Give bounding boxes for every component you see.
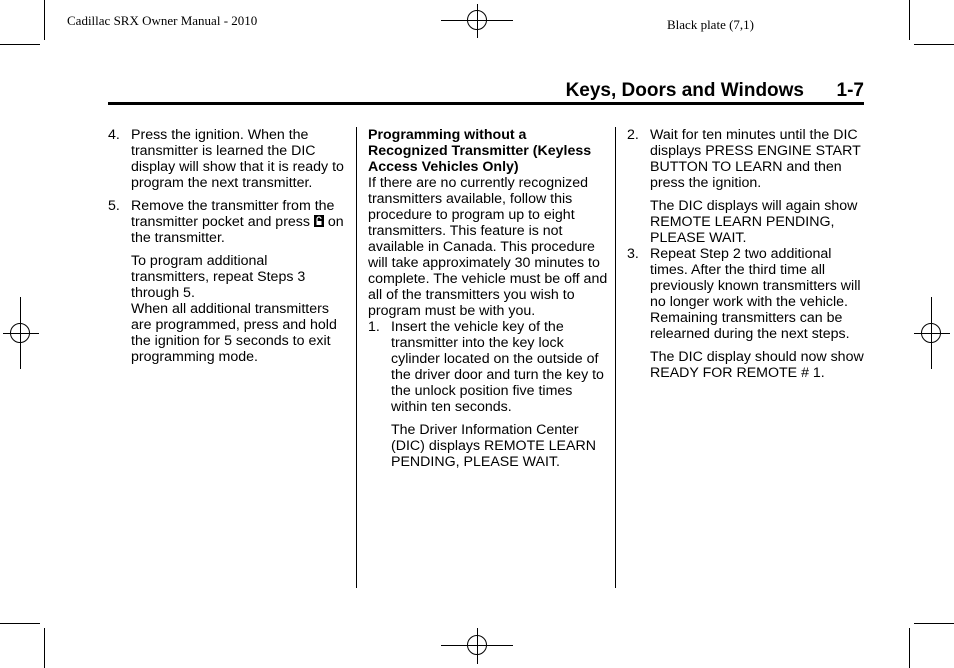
note-exit-programming: When all additional transmitters are programmed, press and hold the ignition for 5 seconds to exit programming mode.	[131, 301, 337, 365]
unlock-key-icon	[314, 215, 324, 227]
step-2	[627, 127, 867, 191]
step-4	[108, 127, 348, 191]
step-number: 4.	[108, 127, 120, 143]
column-2	[368, 127, 608, 470]
note-repeat-steps: To program additional transmitters, repeat Steps 3 through 5.	[131, 253, 306, 301]
step-text: Insert the vehicle key of the transmitter into the key lock cylinder located on the outside of the driver door and turn the key to the unlock position five times within ten seconds.	[391, 319, 604, 415]
column-1	[108, 127, 348, 365]
plate-label: Black plate (7,1)	[667, 17, 754, 32]
section-heading: Programming without a Recognized Transmitter (Keyless Access Vehicles Only)	[368, 127, 592, 175]
step-text: Repeat Step 2 two additional times. After the third time all previously known transmitters will no longer work with the vehicle. Remaining transmitters can be relearned during the next steps.	[650, 246, 861, 342]
note-ready-for-remote: The DIC display should now show READY FOR REMOTE # 1.	[650, 349, 864, 381]
section-title: Keys, Doors and Windows	[565, 80, 804, 101]
intro-paragraph: If there are no currently recognized transmitters available, follow this procedure to program up to eight transmitters. This feature is not available in Canada. This procedure will take approximately 30 minutes to complete. The vehicle must be off and all of the transmitters you wish to program must be with you.	[368, 175, 608, 319]
column-divider-2	[615, 127, 616, 588]
column-3	[627, 127, 867, 381]
step-number: 1.	[368, 319, 380, 335]
note-remote-learn-pending: The Driver Information Center (DIC) displays REMOTE LEARN PENDING, PLEASE WAIT.	[391, 422, 596, 470]
note-learn-pending-again: The DIC displays will again show REMOTE LEARN PENDING, PLEASE WAIT.	[650, 198, 858, 246]
step-text: Remove the transmitter from the transmitter pocket and press on the transmitter.	[131, 198, 344, 246]
step-number: 2.	[627, 127, 639, 143]
step-5	[108, 198, 348, 246]
column-divider-1	[356, 127, 357, 588]
step-number: 3.	[627, 246, 639, 262]
page-header	[108, 80, 864, 105]
step-text: Wait for ten minutes until the DIC displays PRESS ENGINE START BUTTON TO LEARN and then press the ignition.	[650, 127, 861, 191]
page-number: 1-7	[836, 80, 864, 101]
step-3	[627, 246, 867, 342]
step-text: Press the ignition. When the transmitter is learned the DIC display will show that it is ready to program the next transmitter.	[131, 127, 344, 191]
manual-edition-label: Cadillac SRX Owner Manual - 2010	[67, 13, 258, 28]
step-1	[368, 319, 608, 415]
step-number: 5.	[108, 198, 120, 214]
